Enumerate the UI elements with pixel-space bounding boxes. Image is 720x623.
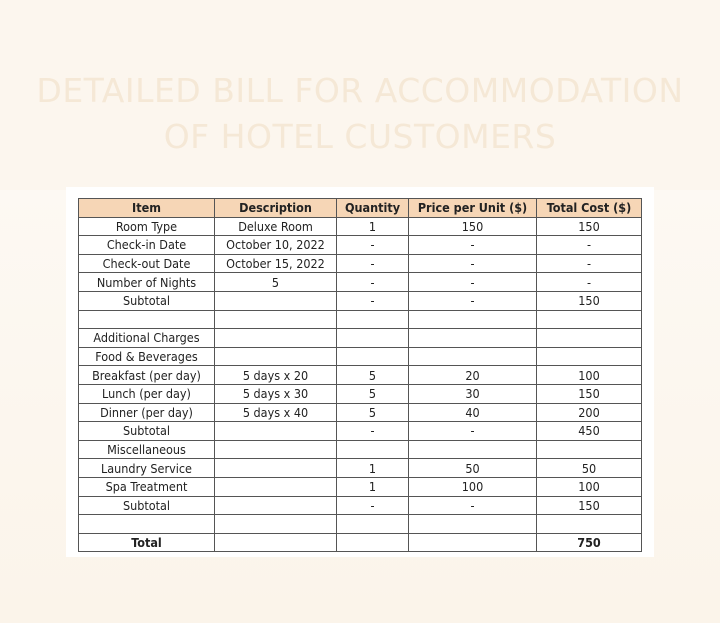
description-cell: Deluxe Room	[215, 217, 337, 236]
table-row	[79, 366, 642, 385]
price-cell: 150	[409, 217, 537, 236]
description-cell: October 15, 2022	[215, 254, 337, 273]
item-cell: Number of Nights	[79, 273, 215, 292]
total-amount: 750	[537, 533, 642, 552]
total-cell: 50	[537, 459, 642, 478]
total-quantity	[337, 533, 409, 552]
description-cell	[215, 291, 337, 310]
quantity-cell: 1	[337, 459, 409, 478]
total-price	[409, 533, 537, 552]
price-cell	[409, 515, 537, 534]
item-cell: Room Type	[79, 217, 215, 236]
total-cell: 150	[537, 217, 642, 236]
header-price-per-unit: Price per Unit ($)	[409, 199, 537, 218]
table-row	[79, 273, 642, 292]
price-cell: 40	[409, 403, 537, 422]
table-row	[79, 403, 642, 422]
quantity-cell	[337, 440, 409, 459]
quantity-cell	[337, 310, 409, 329]
page-title	[20, 68, 700, 160]
total-cell	[537, 515, 642, 534]
price-cell: -	[409, 291, 537, 310]
header-quantity: Quantity	[337, 199, 409, 218]
quantity-cell: -	[337, 236, 409, 255]
total-cell	[537, 310, 642, 329]
table-row	[79, 515, 642, 534]
header-item: Item	[79, 199, 215, 218]
quantity-cell	[337, 515, 409, 534]
table-row	[79, 329, 642, 348]
table-row	[79, 291, 642, 310]
description-cell	[215, 496, 337, 515]
table-row	[79, 422, 642, 441]
total-cell: -	[537, 236, 642, 255]
item-cell: Subtotal	[79, 291, 215, 310]
description-cell	[215, 459, 337, 478]
table-row	[79, 459, 642, 478]
item-cell: Additional Charges	[79, 329, 215, 348]
item-cell: Check-in Date	[79, 236, 215, 255]
price-cell	[409, 329, 537, 348]
header-description: Description	[215, 199, 337, 218]
price-cell: 100	[409, 477, 537, 496]
table-row	[79, 496, 642, 515]
price-cell: -	[409, 496, 537, 515]
total-cell: 450	[537, 422, 642, 441]
total-cell: 200	[537, 403, 642, 422]
price-cell: 50	[409, 459, 537, 478]
description-cell	[215, 477, 337, 496]
title-line-1: DETAILED BILL FOR ACCOMMODATION	[36, 71, 684, 110]
table-row	[79, 347, 642, 366]
total-cell: 100	[537, 477, 642, 496]
table-row	[79, 236, 642, 255]
description-cell	[215, 515, 337, 534]
item-cell: Dinner (per day)	[79, 403, 215, 422]
header-total-cost: Total Cost ($)	[537, 199, 642, 218]
quantity-cell: 5	[337, 403, 409, 422]
quantity-cell	[337, 347, 409, 366]
header-row	[79, 199, 642, 218]
price-cell: 20	[409, 366, 537, 385]
price-cell: -	[409, 236, 537, 255]
total-cell: -	[537, 273, 642, 292]
total-cell	[537, 347, 642, 366]
item-cell: Food & Beverages	[79, 347, 215, 366]
item-cell: Miscellaneous	[79, 440, 215, 459]
total-label: Total	[79, 533, 215, 552]
quantity-cell: -	[337, 422, 409, 441]
table-row	[79, 217, 642, 236]
total-cell	[537, 329, 642, 348]
item-cell: Laundry Service	[79, 459, 215, 478]
description-cell	[215, 310, 337, 329]
table-row	[79, 477, 642, 496]
price-cell: 30	[409, 384, 537, 403]
total-cell	[537, 440, 642, 459]
price-cell	[409, 347, 537, 366]
total-cell: 150	[537, 384, 642, 403]
item-cell: Subtotal	[79, 422, 215, 441]
item-cell: Subtotal	[79, 496, 215, 515]
bill-table	[78, 198, 642, 552]
item-cell	[79, 515, 215, 534]
description-cell: 5 days x 30	[215, 384, 337, 403]
table-row	[79, 440, 642, 459]
item-cell	[79, 310, 215, 329]
total-cell: -	[537, 254, 642, 273]
price-cell: -	[409, 273, 537, 292]
total-cell: 100	[537, 366, 642, 385]
item-cell: Spa Treatment	[79, 477, 215, 496]
quantity-cell: 5	[337, 384, 409, 403]
quantity-cell: -	[337, 254, 409, 273]
quantity-cell: -	[337, 496, 409, 515]
price-cell	[409, 310, 537, 329]
bill-body	[79, 217, 642, 533]
price-cell	[409, 440, 537, 459]
total-row	[79, 533, 642, 552]
total-cell: 150	[537, 496, 642, 515]
quantity-cell: 1	[337, 477, 409, 496]
table-row	[79, 310, 642, 329]
description-cell: 5	[215, 273, 337, 292]
item-cell: Breakfast (per day)	[79, 366, 215, 385]
total-description	[215, 533, 337, 552]
description-cell	[215, 329, 337, 348]
title-line-2: OF HOTEL CUSTOMERS	[163, 117, 557, 156]
table-row	[79, 254, 642, 273]
description-cell: 5 days x 20	[215, 366, 337, 385]
quantity-cell	[337, 329, 409, 348]
quantity-cell: 5	[337, 366, 409, 385]
description-cell	[215, 440, 337, 459]
item-cell: Lunch (per day)	[79, 384, 215, 403]
total-cell: 150	[537, 291, 642, 310]
price-cell: -	[409, 254, 537, 273]
quantity-cell: -	[337, 273, 409, 292]
description-cell: 5 days x 40	[215, 403, 337, 422]
quantity-cell: 1	[337, 217, 409, 236]
price-cell: -	[409, 422, 537, 441]
table-row	[79, 384, 642, 403]
description-cell	[215, 347, 337, 366]
description-cell: October 10, 2022	[215, 236, 337, 255]
quantity-cell: -	[337, 291, 409, 310]
item-cell: Check-out Date	[79, 254, 215, 273]
description-cell	[215, 422, 337, 441]
